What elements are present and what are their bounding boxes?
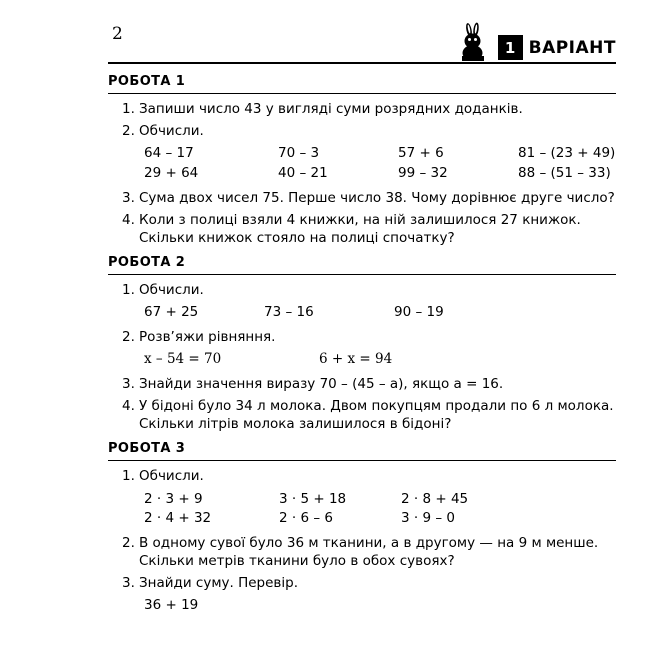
expression: 90 – 19 <box>394 304 444 321</box>
expression: 88 – (51 – 33) <box>518 165 611 181</box>
task-text: Обчисли. <box>139 282 204 299</box>
task-item <box>108 328 616 346</box>
task-text: Запиши число 43 у вигляді суми розрядних доданків. <box>139 101 523 117</box>
section-robota-3 <box>108 441 616 616</box>
equation-grid <box>108 350 616 370</box>
task-item <box>108 534 616 570</box>
task-number: 1. <box>122 101 135 117</box>
section-divider <box>108 274 616 275</box>
task-text: Обчисли. <box>139 123 204 140</box>
task-number: 2. <box>122 534 135 551</box>
expression: 81 – (23 + 49) <box>518 145 616 162</box>
task-item <box>108 375 616 393</box>
page-header <box>108 22 616 66</box>
expression: 64 – 17 <box>144 145 194 162</box>
rabbit-icon <box>458 22 492 62</box>
expression: 2 · 6 – 6 <box>279 510 333 527</box>
expression: 70 – 3 <box>278 145 320 162</box>
section-divider <box>108 93 616 94</box>
task-item <box>108 100 616 118</box>
variant-label: ВАРІАНТ <box>528 38 616 58</box>
task-item <box>108 122 616 140</box>
task-number: 2. <box>122 123 135 140</box>
expression-grid <box>108 303 616 323</box>
task-number: 1. <box>122 282 135 299</box>
task-item <box>108 189 616 207</box>
task-item <box>108 467 616 485</box>
expression: 67 + 25 <box>144 304 199 321</box>
task-number: 3. <box>122 189 135 206</box>
section-title: РОБОТА 1 <box>108 74 186 89</box>
variant-number-badge: 1 <box>498 35 523 60</box>
expression: 99 – 32 <box>398 165 448 181</box>
task-text: Коли з полиці взяли 4 книжки, на ній залишилося 27 книжок. Скільки книжок стояло на полиці спочатку? <box>139 211 581 246</box>
section-robota-1 <box>108 74 616 247</box>
equation: 6 + x = 94 <box>319 351 393 368</box>
task-number: 1. <box>122 468 135 485</box>
expression: 2 · 4 + 32 <box>144 510 212 527</box>
task-number: 3. <box>122 575 135 592</box>
expression: 73 – 16 <box>264 304 314 321</box>
expression: 29 + 64 <box>144 165 199 181</box>
page-number: 2 <box>112 24 123 44</box>
expression: 40 – 21 <box>278 165 328 181</box>
expression-grid <box>108 490 616 529</box>
section-title: РОБОТА 3 <box>108 441 186 457</box>
expression: 3 · 9 – 0 <box>401 510 455 527</box>
expression: 3 · 5 + 18 <box>279 490 347 507</box>
expression: 57 + 6 <box>398 145 444 162</box>
expression: 2 · 8 + 45 <box>401 490 469 507</box>
task-text: У бідоні було 34 л молока. Двом покупцям продали по 6 л молока. Скільки літрів молока залишилося в бідоні? <box>139 398 614 433</box>
task-item <box>108 397 616 433</box>
expression-grid <box>108 596 616 616</box>
task-text: Знайди суму. Перевір. <box>139 575 298 592</box>
task-text: Обчисли. <box>139 468 204 485</box>
expression: 36 + 19 <box>144 597 199 614</box>
task-text: В одному сувої було 36 м тканини, а в другому — на 9 м менше. Скільки метрів тканини було в обох сувоях? <box>139 534 599 569</box>
expression-grid <box>108 144 616 183</box>
section-robota-2 <box>108 255 616 433</box>
variant-block <box>458 22 616 62</box>
task-text: Розв’яжи рівняння. <box>139 329 276 345</box>
header-divider <box>108 62 616 64</box>
expression: 2 · 3 + 9 <box>144 490 203 507</box>
section-title: РОБОТА 2 <box>108 255 186 271</box>
task-item <box>108 211 616 247</box>
task-number: 3. <box>122 375 135 392</box>
task-text: Сума двох чисел 75. Перше число 38. Чому дорівнює друге число? <box>139 189 615 206</box>
task-item <box>108 281 616 299</box>
task-item <box>108 574 616 592</box>
task-number: 2. <box>122 329 135 345</box>
task-number: 4. <box>122 398 135 414</box>
task-number: 4. <box>122 211 135 228</box>
section-divider <box>108 460 616 461</box>
equation: x – 54 = 70 <box>144 351 222 368</box>
task-text: Знайди значення виразу 70 – (45 – a), якщо a = 16. <box>139 375 504 392</box>
